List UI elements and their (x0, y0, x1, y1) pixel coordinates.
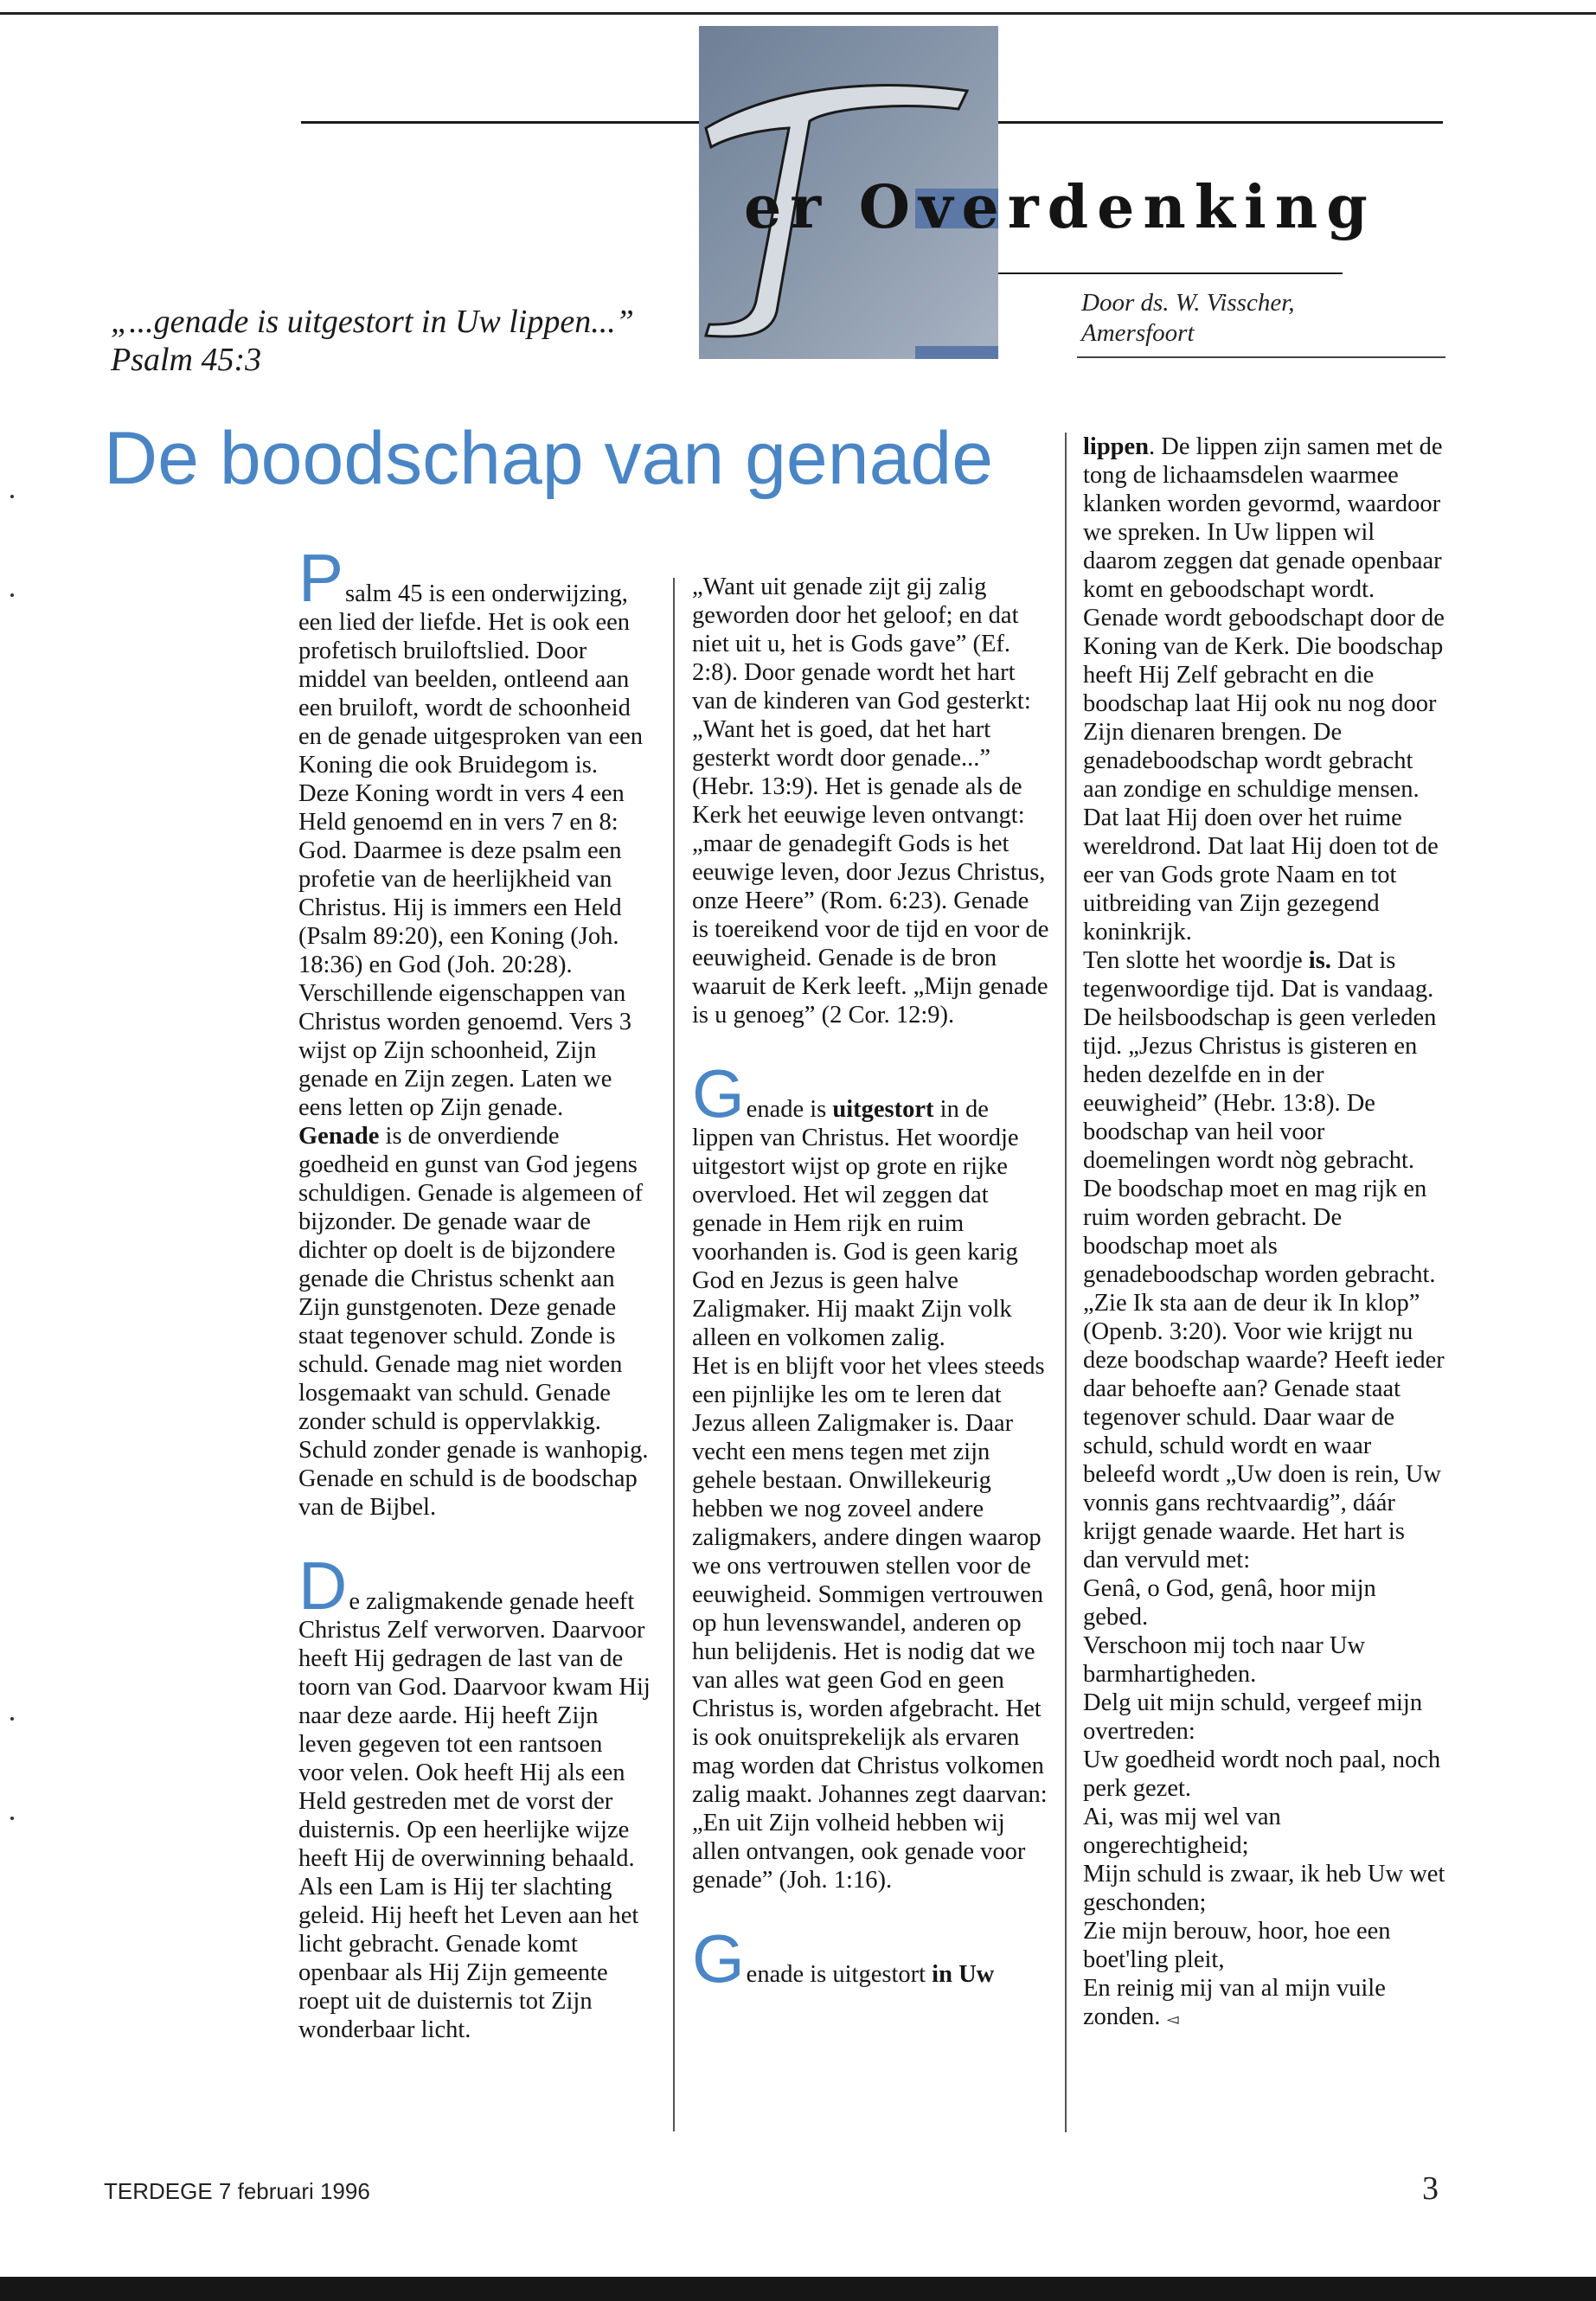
verse-line: Mijn schuld is zwaar, ik heb Uw wet geschonden; (1083, 1861, 1445, 1916)
header-rule-left (301, 121, 699, 124)
paragraph (692, 1920, 1051, 1997)
paragraph-text: Dat is tegenwoordige tijd. Dat is vandaag. De heilsboodschap is geen verleden tijd. „Jezus Christus is gisteren en heden dezelfde en in der eeuwigheid” (Hebr. 13:8). De boodschap van heil voor doemelingen wordt nòg gebracht. De boodschap moet en mag rijk en ruim worden gebracht. De boodschap moet als genadeboodschap worden gebracht. „Zie Ik sta aan de deur ik In klop” (Openb. 3:20). Voor wie krijgt nu deze boodschap waarde? Heeft ieder daar behoefte aan? Genade staat tegenover schuld. Daar waar de schuld, schuld wordt en waar beleefd wordt „Uw doen is rein, Uw vonnis gans rechtvaardig”, dáár krijgt genade waarde. Het hart is dan vervuld met: (1083, 947, 1445, 1574)
end-mark-icon: ◅ (1166, 2010, 1179, 2028)
bold-term: in Uw (932, 1961, 995, 1988)
verse-line: Zie mijn berouw, hoor, hoe een boet'ling pleit, (1083, 1918, 1391, 1973)
bold-term: Genade (298, 1123, 380, 1150)
header-rule-right (998, 121, 1443, 124)
article-column-3 (1083, 433, 1446, 2034)
section-title-text: er Overdenking (744, 173, 1376, 242)
paragraph-text: . De lippen zijn samen met de tong de lichaamsdelen waarmee klanken worden gevormd, waardoor we spreken. In Uw lippen wil daarom zeggen dat genade openbaar komt en geboodschapt wordt. Genade wordt geboodschapt door de Koning van de Kerk. Die boodschap heeft Hij Zelf gebracht en die boodschap laat Hij ook nu nog door Zijn dienaren brengen. De genadeboodschap wordt gebracht aan zondige en schuldige mensen. Dat laat Hij doen over het ruime wereldrond. Dat laat Hij doen tot de eer van Gods grote Naam en tot uitbreiding van Zijn gezegend koninkrijk. (1083, 433, 1445, 945)
author-byline (1081, 288, 1393, 349)
paragraph-text: Ten slotte het woordje (1083, 947, 1309, 974)
byline-author: Door ds. W. Visscher, (1081, 289, 1295, 317)
column-rule (1065, 433, 1067, 2132)
margin-mark (10, 495, 14, 498)
paragraph (298, 540, 653, 1122)
quote-reference: Psalm 45:3 (111, 342, 262, 378)
margin-mark (10, 1717, 14, 1721)
page-number: 3 (1422, 2170, 1439, 2207)
paragraph-gap (692, 1029, 1051, 1061)
paragraph (1083, 433, 1446, 946)
paragraph (298, 1548, 653, 2044)
byline-rule (1077, 356, 1445, 358)
paragraph (1083, 946, 1446, 1574)
paragraph-gap (692, 1894, 1051, 1926)
footer-publication: TERDEGE 7 februari 1996 (104, 2178, 370, 2204)
bold-term: lippen (1083, 433, 1150, 460)
drop-cap: D (298, 1548, 348, 1624)
paragraph-gap (298, 1522, 653, 1553)
paragraph-text: enade is uitgestort (746, 1961, 933, 1988)
article-column-1 (298, 540, 653, 2044)
top-rule (0, 12, 1596, 15)
paragraph-text: is de onverdiende goedheid en gunst van God jegens schuldigen. Genade is algemeen of bijzonder. De genade waar de dichter op doelt is de bijzondere genade die Christus schenkt aan Zijn gunstgenoten. Deze genade staat tegenover schuld. Zonde is schuld. Genade mag niet worden losgemaakt van schuld. Genade zonder schuld is oppervlakkig. Schuld zonder genade is wanhopig. Genade en schuld is de boodschap van de Bijbel. (298, 1123, 649, 1521)
verse-line: Verschoon mij toch naar Uw barmhartigheden. (1083, 1632, 1366, 1688)
verse-line: Genâ, o God, genâ, hoor mijn gebed. (1083, 1575, 1376, 1631)
paragraph (692, 1352, 1051, 1894)
drop-cap: P (298, 540, 344, 616)
paragraph (692, 573, 1051, 1029)
header-rule-under-title (998, 272, 1343, 274)
quote-line: „...genade is uitgestort in Uw lippen...” (111, 304, 634, 340)
article-column-2 (692, 573, 1051, 1997)
paragraph-text: „Want uit genade zijt gij zalig geworden door het geloof; en dat niet uit u, het is Gods gave” (Ef. 2:8). Door genade wordt het hart van de kinderen van God gesterkt: „Want het is goed, dat het hart gesterkt wordt door genade...” (Hebr. 13:9). Het is genade als de Kerk het eeuwige leven ontvangt: „maar de genadegift Gods is het eeuwige leven, door Jezus Christus, onze Heere” (Rom. 6:23). Genade is toereikend voor de tijd en voor de eeuwigheid. Genade is de bron waaruit de Kerk leeft. „Mijn genade is u genoeg” (2 Cor. 12:9). (692, 574, 1049, 1029)
paragraph (692, 1055, 1051, 1352)
paragraph-text: Het is en blijft voor het vlees steeds een pijnlijke les om te leren dat Jezus alleen Zaligmaker is. Daar vecht een mens tegen met zijn gehele bestaan. Onwillekeurig hebben we nog zoveel andere zaligmakers, andere dingen waarop we ons vertrouwen stellen voor de eeuwigheid. Sommigen vertrouwen op hun levenswandel, anderen op hun belijdenis. Het is nodig dat we van alles wat geen God en geen Christus is, worden afgebracht. Het is ook onuitsprekelijk als ervaren mag worden dat Christus volkomen zalig maakt. Johannes zegt daarvan: „En uit Zijn volheid hebben wij allen ontvangen, ook genade voor genade” (Joh. 1:16). (692, 1353, 1048, 1894)
epigraph-quote (111, 303, 699, 379)
paragraph-text: enade is (746, 1096, 833, 1123)
verse-line: Delg uit mijn schuld, vergeef mijn overtreden: (1083, 1689, 1423, 1745)
bold-term: is. (1308, 947, 1331, 974)
drop-cap: G (692, 1055, 745, 1131)
paragraph (298, 1122, 653, 1522)
column-rule (673, 578, 675, 2131)
section-title (744, 173, 1376, 260)
margin-mark (10, 593, 14, 597)
verse-line: Uw goedheid wordt noch paal, noch perk gezet. (1083, 1747, 1441, 1802)
paragraph-text: salm 45 is een onderwijzing, een lied der liefde. Het is ook een profetisch bruiloftslied. Door middel van beelden, ontleend aan een bruiloft, wordt de schoonheid en de genade uitgesproken van een Koning die ook Bruidegom is. Deze Koning wordt in vers 4 een Held genoemd en in vers 7 en 8: God. Daarmee is deze psalm een profetie van de heerlijkheid van Christus. Hij is immers een Held (Psalm 89:20), een Koning (Joh. 18:36) en God (Joh. 20:28). Verschillende eigenschappen van Christus worden genoemd. Vers 3 wijst op Zijn schoonheid, Zijn genade en Zijn zegen. Laten we eens letten op Zijn genade. (298, 580, 644, 1121)
margin-mark (10, 1817, 14, 1820)
byline-place: Amersfoort (1081, 319, 1195, 347)
verse-line (1083, 1974, 1446, 2034)
paragraph-text: e zaligmakende genade heeft Christus Zelf verworven. Daarvoor heeft Hij gedragen de last van de toorn van God. Daarvoor kwam Hij naar deze aarde. Hij heeft Zijn leven gegeven tot een rantsoen voor velen. Ook heeft Hij als een Held gestreden met de vorst der duisternis. Op een heerlijke wijze heeft Hij de overwinning behaald. Als een Lam is Hij ter slachting geleid. Hij heeft het Leven aan het licht gebracht. Genade komt openbaar als Hij Zijn gemeente roept uit de duisternis tot Zijn wonderbaar licht. (298, 1588, 651, 2043)
bottom-scan-band (0, 2277, 1596, 2301)
bold-term: uitgestort (832, 1096, 934, 1123)
verse-line: Ai, was mij wel van ongerechtigheid; (1083, 1804, 1281, 1859)
article-title: De boodschap van genade (104, 417, 994, 500)
verse-line-text: En reinig mij van al mijn vuile zonden. (1083, 1975, 1386, 2030)
drop-cap: G (692, 1920, 745, 1997)
paragraph-text: in de lippen van Christus. Het woordje uitgestort wijst op grote en rijke overvloed. Het wil zeggen dat genade in Hem rijk en ruim voorhanden is. God is geen karig God en Jezus is geen halve Zaligmaker. Hij maakt Zijn volk alleen en volkomen zalig. (692, 1096, 1019, 1351)
psalm-verse (1083, 1574, 1446, 2034)
